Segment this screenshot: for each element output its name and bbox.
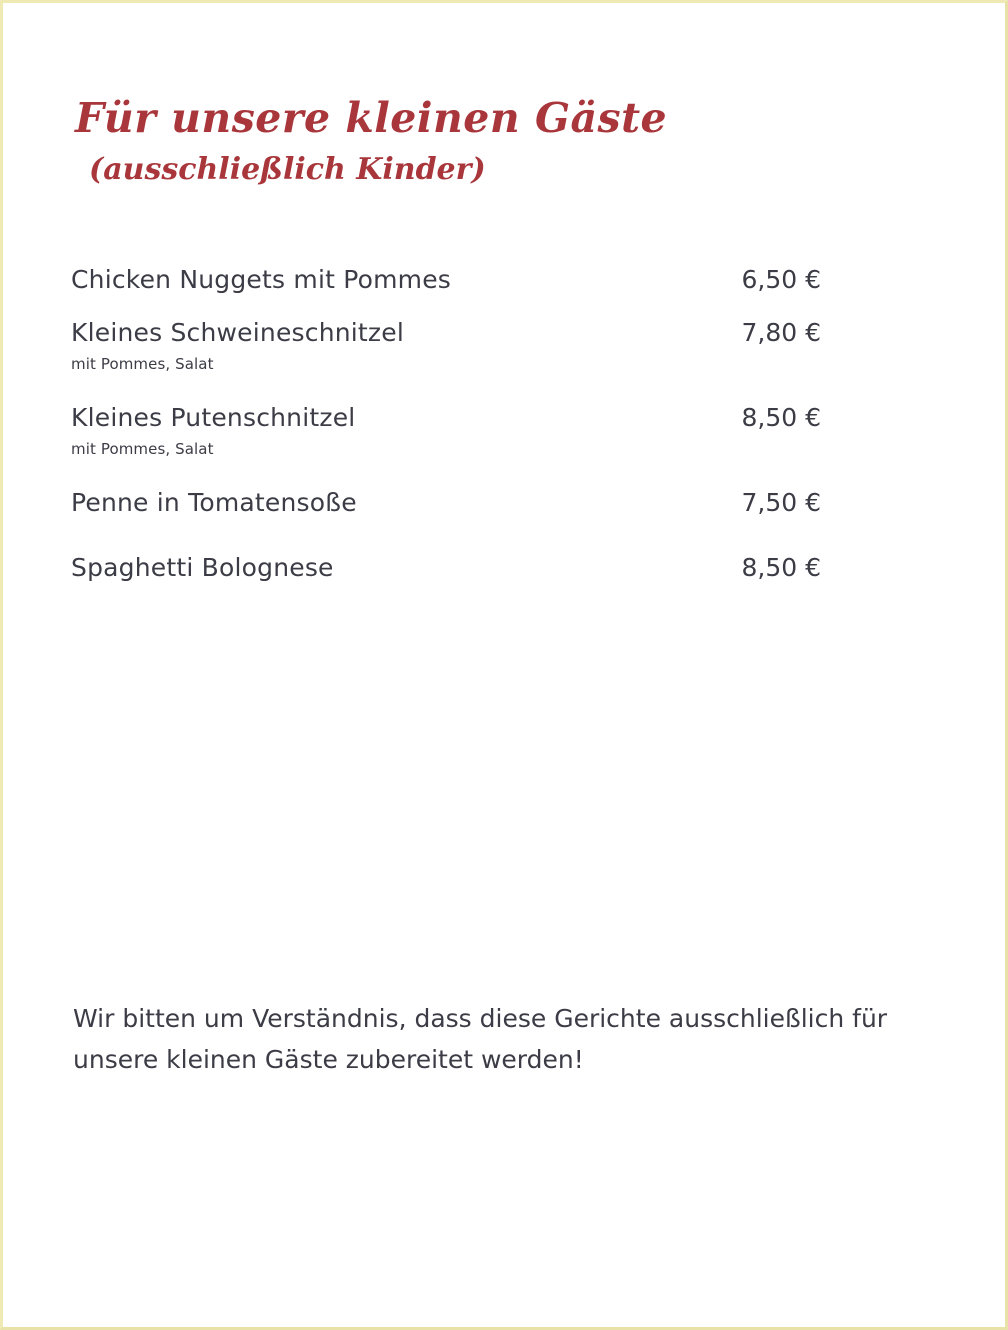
menu-item-name: Kleines Schweineschnitzel bbox=[71, 318, 404, 347]
list-item bbox=[71, 553, 821, 582]
menu-item-description: mit Pommes, Salat bbox=[71, 440, 214, 458]
page-subtitle: (ausschließlich Kinder) bbox=[89, 152, 486, 188]
menu-item-description: mit Pommes, Salat bbox=[71, 355, 214, 373]
list-item bbox=[71, 265, 821, 294]
menu-item-name: Chicken Nuggets mit Pommes bbox=[71, 265, 452, 294]
menu-item-name: Kleines Putenschnitzel bbox=[71, 403, 356, 432]
page-title-block bbox=[75, 95, 935, 188]
menu-item-name: Spaghetti Bolognese bbox=[71, 553, 334, 582]
menu-item-list bbox=[71, 265, 821, 606]
menu-item-name: Penne in Tomatensoße bbox=[71, 488, 357, 517]
menu-item-price: 8,50 € bbox=[741, 403, 821, 432]
menu-item-price: 6,50 € bbox=[741, 265, 821, 294]
menu-item-price: 7,80 € bbox=[741, 318, 821, 347]
menu-item-price: 7,50 € bbox=[741, 488, 821, 517]
menu-item-price: 8,50 € bbox=[741, 553, 821, 582]
list-item bbox=[71, 318, 821, 373]
footer-note: Wir bitten um Verständnis, dass diese Gerichte ausschließlich für unsere kleinen Gäste zubereitet werden! bbox=[73, 1004, 888, 1075]
page-title: Für unsere kleinen Gäste bbox=[75, 94, 668, 142]
list-item bbox=[71, 488, 821, 517]
list-item bbox=[71, 403, 821, 458]
